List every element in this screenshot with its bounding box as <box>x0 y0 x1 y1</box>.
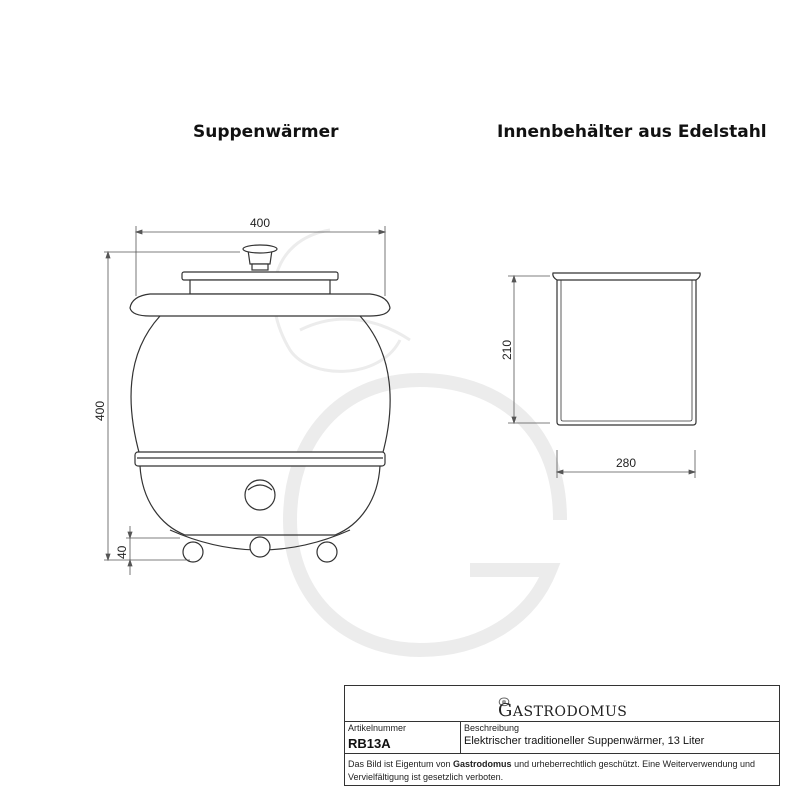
dim-feet-height: 40 <box>115 545 129 559</box>
description-text: Elektrischer traditioneller Suppenwärmer, 13 Liter <box>464 735 705 747</box>
title-block <box>344 685 780 786</box>
dim-warmer-width: 400 <box>250 216 271 230</box>
description-label: Beschreibung <box>464 723 520 733</box>
foot-right <box>317 542 337 562</box>
dim-warmer-height: 400 <box>93 400 107 421</box>
title-soup-warmer: Suppenwärmer <box>193 122 339 142</box>
article-label: Artikelnummer <box>348 723 407 733</box>
dim-container-height: 210 <box>500 339 514 360</box>
rim <box>130 294 390 316</box>
title-inner-container: Innenbehälter aus Edelstahl <box>497 122 767 142</box>
container-rim <box>553 273 700 280</box>
foot-left <box>183 542 203 562</box>
article-cell <box>345 722 461 753</box>
copyright-brand: Gastrodomus <box>453 759 512 769</box>
copyright-notice: Das Bild ist Eigentum von Gastrodomus und urheberrechtlich geschützt. Eine Weiterverwendung und Vervielfältigung ist gesetzlich verboten. <box>348 759 756 782</box>
foot-center <box>250 537 270 557</box>
article-row <box>345 722 779 754</box>
container-dimensions <box>508 276 695 478</box>
container-body <box>557 280 696 425</box>
dim-container-width: 280 <box>616 456 637 470</box>
lid <box>182 272 338 280</box>
body <box>131 316 390 456</box>
band <box>135 452 385 466</box>
article-number: RB13A <box>348 736 391 751</box>
brand-header <box>345 686 779 722</box>
description-cell <box>461 722 779 753</box>
brand-name: GASTRODOMUS <box>498 700 628 721</box>
inner-container-drawing <box>553 273 700 425</box>
